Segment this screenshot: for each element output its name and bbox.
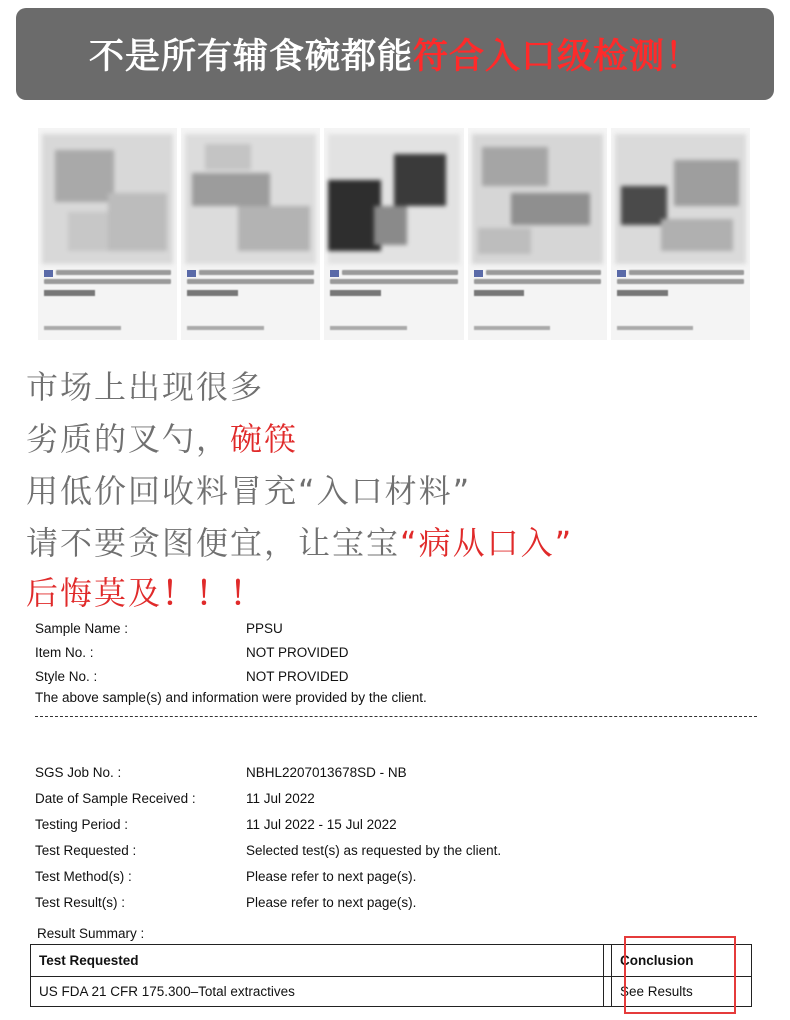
test-result-value: Please refer to next page(s). xyxy=(246,895,417,910)
blurred-product-image xyxy=(472,134,603,264)
testing-period-value: 11 Jul 2022 - 15 Jul 2022 xyxy=(246,817,397,832)
product-thumbnail xyxy=(181,128,320,340)
warning-line-5 xyxy=(26,568,264,614)
product-thumbnail xyxy=(611,128,750,340)
blurred-product-image xyxy=(42,134,173,264)
test-requested-label: Test Requested : xyxy=(35,843,137,858)
client-note: The above sample(s) and information were provided by the client. xyxy=(35,690,427,705)
warning-line-4 xyxy=(26,518,573,564)
style-no-label: Style No. : xyxy=(35,669,98,684)
style-no-value: NOT PROVIDED xyxy=(246,669,349,684)
warning-line-1: 市场上出现很多 xyxy=(26,368,265,406)
warning-line-2 xyxy=(26,414,298,460)
headline-white-text: 不是所有辅食碗都能 xyxy=(88,37,413,77)
warning-line-2-text: 劣质的叉勺， xyxy=(26,420,231,458)
date-received-value: 11 Jul 2022 xyxy=(246,791,315,806)
result-summary-label: Result Summary : xyxy=(37,926,145,941)
warning-line-4-highlight: “病从口入” xyxy=(400,524,574,562)
warning-line-4-text: 请不要贪图便宜，让宝宝 xyxy=(26,524,401,562)
warning-line-5-text: 后悔莫及 xyxy=(26,574,163,612)
job-no-label: SGS Job No. : xyxy=(35,765,122,780)
sample-name-value: PPSU xyxy=(246,621,283,636)
item-no-value: NOT PROVIDED xyxy=(246,645,349,660)
warning-line-2-highlight: 碗筷 xyxy=(230,420,299,458)
blurred-product-listings xyxy=(38,128,750,340)
sample-name-label: Sample Name : xyxy=(35,621,129,636)
product-thumbnail xyxy=(38,128,177,340)
date-received-label: Date of Sample Received : xyxy=(35,791,196,806)
dashed-divider xyxy=(35,716,757,717)
conclusion-highlight-box xyxy=(624,936,736,1014)
item-no-label: Item No. : xyxy=(35,645,94,660)
product-thumbnail xyxy=(324,128,463,340)
testing-period-label: Testing Period : xyxy=(35,817,129,832)
test-result-label: Test Result(s) : xyxy=(35,895,126,910)
test-method-label: Test Method(s) : xyxy=(35,869,132,884)
blurred-product-image xyxy=(185,134,316,264)
column-header-conclusion: Conclusion xyxy=(612,945,752,977)
headline-banner xyxy=(16,8,774,100)
headline-red-text: 符合入口级检测！ xyxy=(413,37,702,77)
warning-line-3: 用低价回收料冒充“入口材料” xyxy=(26,472,472,510)
job-no-value: NBHL2207013678SD - NB xyxy=(246,765,407,780)
test-requested-value: Selected test(s) as requested by the client. xyxy=(246,843,502,858)
product-thumbnail xyxy=(468,128,607,340)
test-method-value: Please refer to next page(s). xyxy=(246,869,417,884)
blurred-product-image xyxy=(615,134,746,264)
conclusion-cell: See Results xyxy=(612,977,752,1007)
warning-line-5-exclamation: ！！！ xyxy=(162,574,265,612)
blurred-product-image xyxy=(328,134,459,264)
test-name-cell: US FDA 21 CFR 175.300–Total extractives xyxy=(31,977,604,1007)
column-header-test: Test Requested xyxy=(31,945,604,977)
